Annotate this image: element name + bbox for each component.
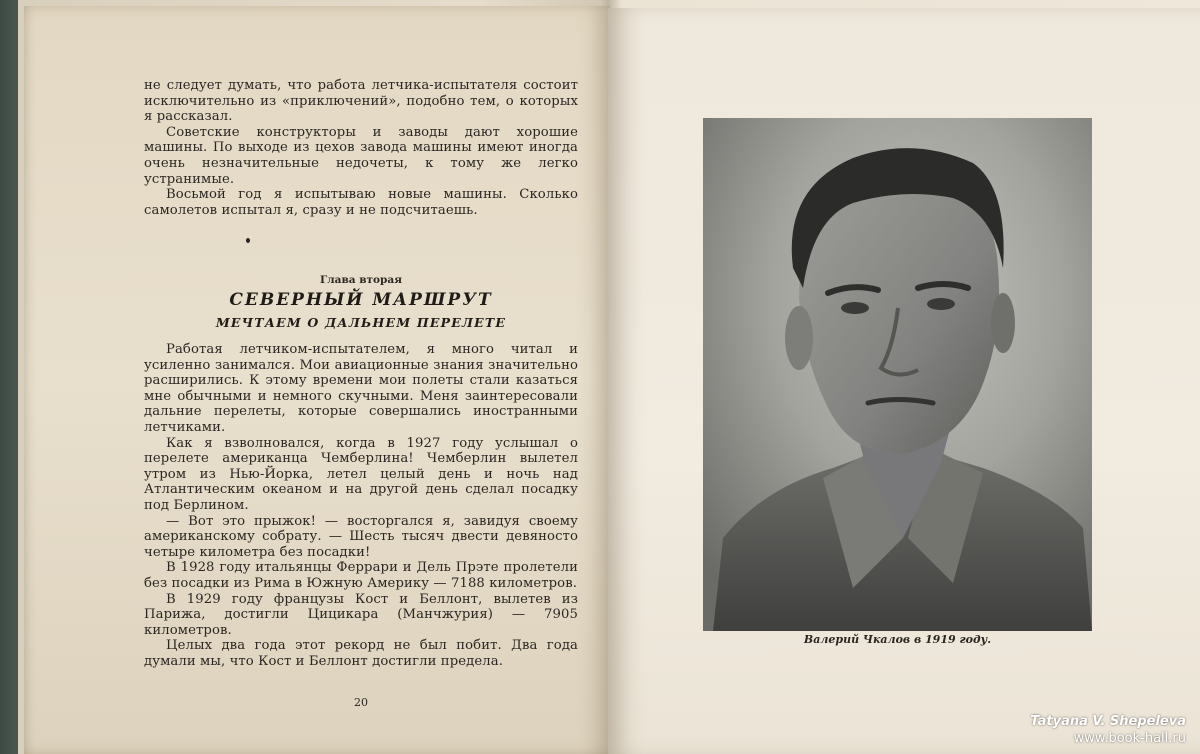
paragraph: — Вот это прыжок! — восторгался я, завидуя своему американскому собрату. — Шесть тысяч двести девяносто четыре километра без посадки! [144,513,578,560]
portrait-photo [703,118,1092,631]
paragraph: Целых два года этот рекорд не был побит. Два года думали мы, что Кост и Беллонт достигли предела. [144,638,578,669]
paragraph: Как я взволновался, когда в 1927 году услышал о перелете американца Чемберлина! Чемберлин вылетел утром из Нью-Йорка, летел целый день и ночь над Атлантическим океаном и на другой день сделал посадку под Берлином. [144,435,578,513]
paragraph: не следует думать, что работа летчика-испытателя состоит исключительно из «приключений», подобно тем, о которых я рассказал. [144,78,578,125]
chapter-title: СЕВЕРНЫЙ МАРШРУТ [229,290,493,310]
watermark-name: Tatyana V. Shepeleva [1030,714,1186,729]
top-text-block [144,78,578,218]
chapter-label: Глава вторая [320,274,402,286]
chapter-body [144,342,578,669]
paragraph: Восьмой год я испытываю новые машины. Сколько самолетов испытал я, сразу и не подсчитаешь. [144,187,578,218]
left-page [24,6,610,754]
paragraph: Работая летчиком-испытателем, я много читал и усиленно занимался. Мои авиационные знания значительно расширились. К этому времени мои полеты стали казаться мне обычными и немного скучными. Меня заинтересовали дальние перелеты, которые совершались иностранными летчиками. [144,342,578,435]
paragraph: В 1928 году итальянцы Феррари и Дель Прэте пролетели без посадки из Рима в Южную Америку — 7188 километров. [144,560,578,591]
paragraph: Советские конструкторы и заводы дают хорошие машины. По выходе из цехов завода машины имеют иногда очень незначительные недочеты, к тому же легко устранимые. [144,124,578,187]
ink-spot [246,238,250,243]
page-number: 20 [354,696,368,709]
photo-caption: Валерий Чкалов в 1919 году. [803,633,992,646]
chapter-subtitle: МЕЧТАЕМ О ДАЛЬНЕМ ПЕРЕЛЕТЕ [215,315,507,330]
portrait-illustration [703,118,1092,631]
watermark-url: www.book-hall.ru [1073,731,1186,746]
watermark [1030,714,1186,746]
paragraph: В 1929 году французы Кост и Беллонт, вылетев из Парижа, достигли Цицикара (Манчжурия) — 7905 километров. [144,591,578,638]
